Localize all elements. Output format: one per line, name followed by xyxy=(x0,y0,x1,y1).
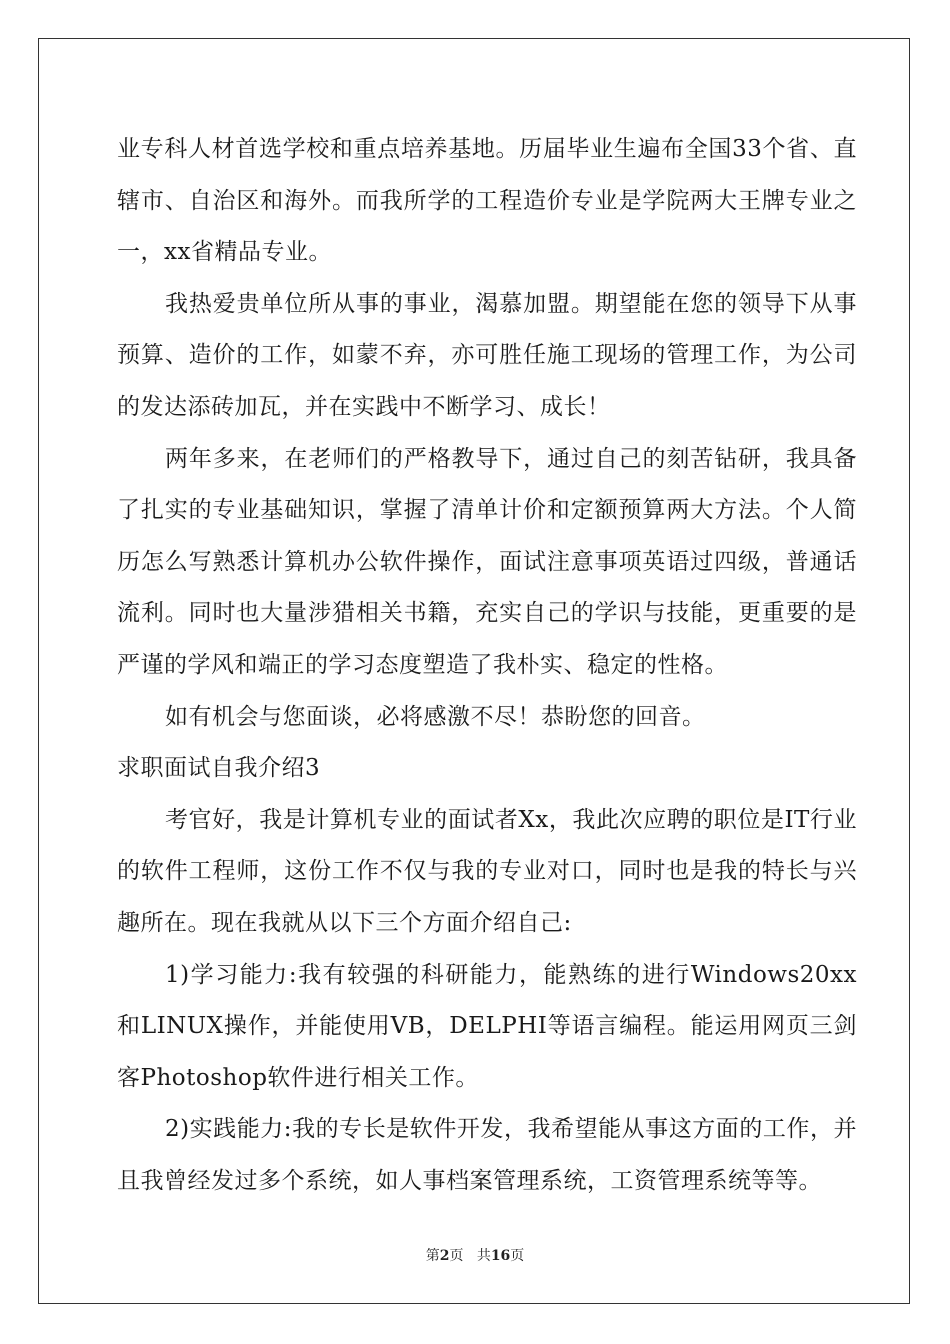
paragraph-5: 考官好，我是计算机专业的面试者Xx，我此次应聘的职位是IT行业的软件工程师，这份工作不仅与我的专业对口，同时也是我的特长与兴趣所在。现在我就从以下三个方面介绍自己: xyxy=(117,806,857,936)
page-number: 2 xyxy=(439,1248,450,1264)
document-body xyxy=(117,124,857,1207)
total-prefix: 共 xyxy=(476,1248,491,1264)
paragraph-4: 如有机会与您面谈，必将感激不尽！恭盼您的回音。 xyxy=(165,703,706,730)
paragraph-1: 业专科人材首选学校和重点培养基地。历届毕业生遍布全国33个省、直辖市、自治区和海外。而我所学的工程造价专业是学院两大王牌专业之一，xx省精品专业。 xyxy=(117,136,857,266)
section-title: 求职面试自我介绍3 xyxy=(117,755,321,782)
page-footer xyxy=(0,1245,950,1265)
paragraph-7: 2)实践能力:我的专长是软件开发，我希望能从事这方面的工作，并且我曾经发过多个系统，如人事档案管理系统，工资管理系统等等。 xyxy=(117,1116,857,1194)
page-suffix: 页 xyxy=(449,1248,464,1264)
page-prefix: 第 xyxy=(425,1248,440,1264)
paragraph-3: 两年多来，在老师们的严格教导下，通过自己的刻苦钻研，我具备了扎实的专业基础知识，掌握了清单计价和定额预算两大方法。个人简历怎么写熟悉计算机办公软件操作，面试注意事项英语过四级，普通话流利。同时也大量涉猎相关书籍，充实自己的学识与技能，更重要的是严谨的学风和端正的学习态度塑造了我朴实、稳定的性格。 xyxy=(117,445,857,678)
paragraph-6: 1)学习能力:我有较强的科研能力，能熟练的进行Windows20xx和LINUX操作，并能使用VB，DELPHI等语言编程。能运用网页三剑客Photoshop软件进行相关工作。 xyxy=(117,961,857,1091)
total-suffix: 页 xyxy=(510,1248,525,1264)
paragraph-2: 我热爱贵单位所从事的事业，渴慕加盟。期望能在您的领导下从事预算、造价的工作，如蒙不弃，亦可胜任施工现场的管理工作，为公司的发达添砖加瓦，并在实践中不断学习、成长！ xyxy=(117,290,857,420)
total-pages: 16 xyxy=(490,1248,511,1264)
